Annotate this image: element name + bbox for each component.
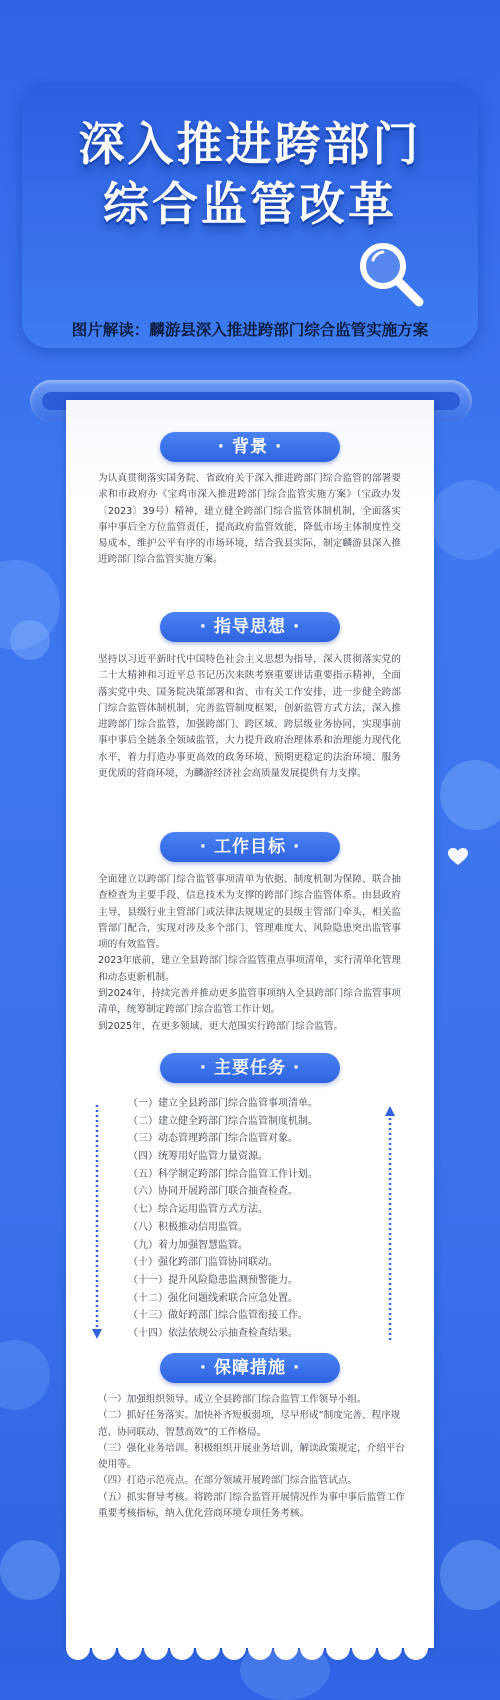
guarantee-item: （一）加强组织领导。成立全县跨部门综合监管工作领导小组。 (98, 1394, 367, 1405)
background-paragraph: 为认真贯彻落实国务院、省政府关于深入推进跨部门综合监管的部署要求和市政府办《宝鸡市深入推进跨部门综合监管实施方案》（宝政办发〔2023〕39号）精神，建立健全跨部门综合监管体制机制，全面落实事中事后全方位监管责任，提高政府监管效能，降低市场主体制度性交易成本，维护公平有序的市场环境，结合我县实际，制定麟游县深入推进跨部门综合监管实施方案。 (98, 473, 401, 566)
page-title-line2: 综合监管改革 (103, 177, 397, 231)
section-heading-goals: · 工作目标 · (160, 832, 340, 862)
goals-paragraph: 全面建立以跨部门综合监管事项清单为依据、制度机制为保障、联合抽查检查为主要手段、信息技术为支撑的跨部门综合监管体系。由县政府主导，县级行业主管部门或法律法规规定的县级主管部门牵头，相关监管部门配合，实现对涉及多个部门、管理难度大、风险隐患突出监管事项的有效监管。 (98, 874, 401, 951)
decor-bubble (440, 1540, 500, 1610)
heart-icon (448, 848, 468, 866)
goals-paragraph: 2023年底前，建立全县跨部门综合监管重点事项清单，实行清单化管理和动态更新机制。 (98, 955, 401, 983)
guiding-text (98, 652, 401, 782)
list-item: （三）动态管理跨部门综合监管对象。 (128, 1133, 298, 1145)
list-item: （十三）做好跨部门综合监管衔接工作。 (128, 1310, 308, 1322)
decor-bubble (0, 1540, 60, 1600)
page-title-line1: 深入推进跨部门 (78, 117, 422, 171)
list-item: （五）科学制定跨部门综合监管工作计划。 (128, 1168, 318, 1180)
list-item: （十四）依法依规公示抽查检查结果。 (128, 1327, 298, 1339)
dotted-arrow-down-icon (92, 1105, 102, 1340)
decor-bubble (10, 620, 50, 660)
list-item: （六）协同开展跨部门联合抽查检查。 (128, 1186, 298, 1198)
list-item: （二）建立健全跨部门综合监管制度机制。 (128, 1115, 318, 1127)
section-heading-tasks: · 主要任务 · (160, 1053, 340, 1083)
magnifier-icon (355, 238, 427, 310)
goals-paragraph: 到2024年，持续完善并推动更多监管事项纳入全县跨部门综合监管事项清单，统筹制定跨部门综合监管工作计划。 (98, 988, 401, 1016)
list-item: （十二）强化问题线索联合应急处置。 (128, 1292, 298, 1304)
guarantee-text (98, 1392, 408, 1522)
list-item: （一）建立全县跨部门综合监管事项清单。 (128, 1098, 318, 1109)
guarantee-item: （二）抓好任务落实。加快补齐短板弱项，尽早形成“制度完善、程序规范、协同联动、智慧高效”的工作格局。 (98, 1410, 401, 1438)
page-subtitle: 图片解读：麟游县深入推进跨部门综合监管实施方案 (71, 321, 429, 339)
paper-scallop-edge (66, 1628, 434, 1670)
guarantee-item: （三）强化业务培训。积极组织开展业务培训，解读政策规定，介绍平台使用等。 (98, 1442, 405, 1471)
list-item: （八）积极推动信用监管。 (128, 1221, 248, 1233)
section-heading-background: · 背景 · (160, 432, 340, 462)
decor-bubble (430, 480, 500, 560)
list-item: （七）综合运用监管方式方法。 (128, 1204, 268, 1216)
list-item: （九）着力加强智慧监管。 (128, 1239, 248, 1251)
list-item: （十）强化跨部门监管协同联动。 (128, 1257, 278, 1269)
dotted-arrow-up-icon (385, 1105, 395, 1340)
tasks-list (128, 1095, 378, 1343)
guarantee-item: （四）打造示范亮点。在部分领域开展跨部门综合监管试点。 (98, 1475, 358, 1487)
goals-paragraph: 到2025年，在更多领域、更大范围实行跨部门综合监管。 (98, 1020, 344, 1032)
section-heading-guiding: · 指导思想 · (160, 612, 340, 642)
section-heading-guarantee: · 保障措施 · (160, 1353, 340, 1383)
goals-text (98, 872, 401, 1035)
list-item: （十一）提升风险隐患监测预警能力。 (128, 1274, 298, 1286)
guarantee-item: （五）抓实督导考核。将跨部门综合监管开展情况作为事中事后监管工作重要考核指标，纳入优化营商环境专项任务考核。 (98, 1491, 405, 1520)
list-item: （四）统筹用好监管力量资源。 (128, 1151, 268, 1163)
decor-bubble (440, 760, 500, 830)
decor-bubble (0, 1340, 50, 1410)
background-text (98, 471, 401, 569)
guiding-paragraph: 坚持以习近平新时代中国特色社会主义思想为指导，深入贯彻落实党的二十大精神和习近平总书记历次来陕考察重要讲话重要指示精神，全面落实党中央、国务院决策部署和省、市有关工作安排，进一步健全跨部门综合监管体制机制，完善监管制度框架，创新监管方式方法，深入推进跨部门综合监管，加强跨部门、跨区域、跨层级业务协同，实现事前事中事后全链条全领域监管，大力提升政府治理体系和治理能力现代化水平，着力打造办事更高效的政务环境、预期更稳定的法治环境、服务更优质的营商环境，为麟游经济社会高质量发展提供有力支撑。 (98, 654, 401, 780)
